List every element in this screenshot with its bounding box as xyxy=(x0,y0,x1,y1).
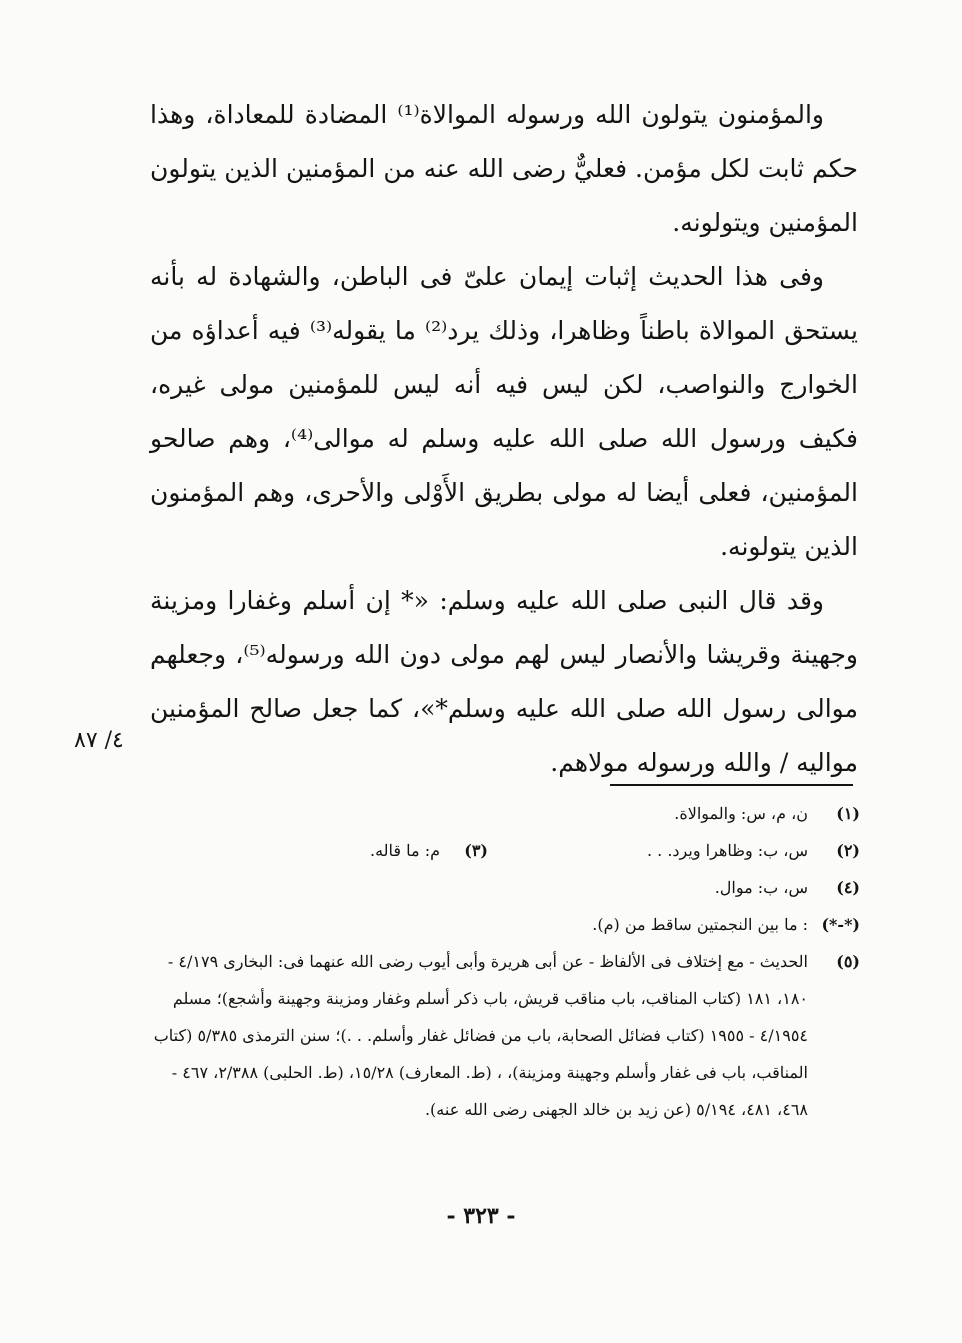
footnote-separator xyxy=(610,784,853,786)
footnotes xyxy=(150,795,860,1128)
footnote-5-text: الحديث - مع إختلاف فى الألفاظ - عن أبى هريرة وأبى أيوب رضى الله عنهما فى: البخارى ٤/١٧٩ - ١٨٠، ١٨١ (كتاب المناقب، باب مناقب قريش، باب ذكر أسلم وغفار ومزينة وجهينة وأشجع)؛ مسلم ٤/١٩٥٤ - ١٩٥٥ (كتاب فضائل الصحابة، باب من فضائل غفار وأسلم. . .)؛ سنن الترمذى ٥/٣٨٥ (كتاب المناقب، باب فى غفار وأسلم وجهينة ومزينة)، ، (ط. المعارف) ١٥/٢٨، (ط. الحلبى) ٢/٣٨٨، ٤٦٧ - ٤٦٨، ٤٨١، ٥/١٩٤ (عن زيد بن خالد الجهنى رضى الله عنه). xyxy=(153,952,808,1119)
footnote-2-3 xyxy=(150,832,860,869)
footnote-1 xyxy=(150,795,860,832)
main-text xyxy=(150,88,858,790)
footnote-5 xyxy=(150,943,860,1128)
footnote-4-text: س، ب: موال. xyxy=(714,878,808,897)
paragraph-2: وفى هذا الحديث إثبات إيمان علىّ فى الباطن، والشهادة له بأنه يستحق الموالاة باطناً وظاهرا، وذلك يرد⁽²⁾ ما يقوله⁽³⁾ فيه أعداؤه من الخوارج والنواصب، لكن ليس فيه أنه ليس للمؤمنين مولى غيره، فكيف ورسول الله صلى الله عليه وسلم له موالى⁽⁴⁾، وهم صالحو المؤمنين، فعلى أيضا له مولى بطريق الأَوْلى والأحرى، وهم المؤمنون الذين يتولونه. xyxy=(150,262,858,561)
footnote-5-mark: (٥) xyxy=(836,952,860,971)
footnote-star xyxy=(150,906,860,943)
footnote-2-mark: (٢) xyxy=(836,841,860,860)
page-number: - ٣٢٣ - xyxy=(446,1203,516,1229)
footnote-4-mark: (٤) xyxy=(836,878,860,897)
footnote-4 xyxy=(150,869,860,906)
footnote-1-text: ن، م، س: والموالاة. xyxy=(674,804,808,823)
margin-page-reference: ٤/ ٨٧ xyxy=(74,728,124,753)
paragraph-3: وقد قال النبى صلى الله عليه وسلم: «* إن أسلم وغفارا ومزينة وجهينة وقريشا والأنصار ليس لهم مولى دون الله ورسوله⁽⁵⁾، وجعلهم موالى رسول الله صلى الله عليه وسلم*»، كما جعل صالح المؤمنين مواليه / والله ورسوله مولاهم. xyxy=(150,586,858,777)
footnote-3-text: م: ما قاله. xyxy=(370,841,440,860)
footnote-2-text: س، ب: وظاهرا ويرد. . . xyxy=(646,841,808,860)
footnote-star-text: : ما بين النجمتين ساقط من (م). xyxy=(592,915,808,934)
paragraph-1: والمؤمنون يتولون الله ورسوله الموالاة⁽¹⁾ المضادة للمعاداة، وهذا حكم ثابت لكل مؤمن. فعليٌّ رضى الله عنه من المؤمنين الذين يتولون المؤمنين ويتولونه. xyxy=(150,100,858,237)
footnote-3-mark: (٣) xyxy=(464,841,488,860)
footnote-1-mark: (١) xyxy=(836,804,860,823)
footnote-star-mark: (*-*) xyxy=(821,915,860,934)
